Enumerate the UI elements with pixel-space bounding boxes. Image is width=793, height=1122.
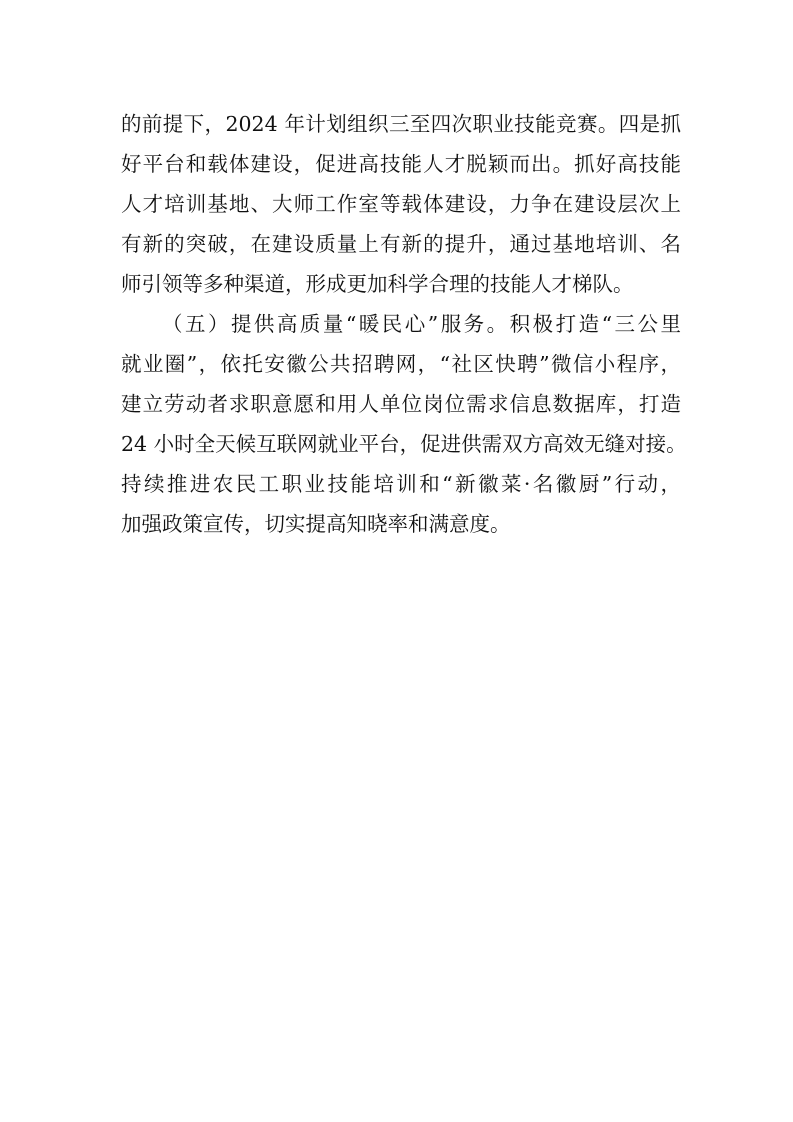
body-text — [121, 104, 687, 544]
paragraph-line: 的前提下，2024 年计划组织三至四次职业技能竞赛。四是抓 — [121, 112, 681, 136]
paragraph-line: 加强政策宣传，切实提高知晓率和满意度。 — [121, 512, 511, 536]
paragraph-line: 24 小时全天候互联网就业平台，促进供需双方高效无缝对接。 — [121, 432, 687, 456]
paragraph-line: 好平台和载体建设，促进高技能人才脱颖而出。抓好高技能 — [121, 152, 681, 176]
paragraph-line: 建立劳动者求职意愿和用人单位岗位需求信息数据库，打造 — [121, 392, 681, 416]
paragraph-line: 有新的突破，在建设质量上有新的提升，通过基地培训、名 — [121, 232, 681, 256]
paragraph-line: 持续推进农民工职业技能培训和“新徽菜·名徽厨”行动， — [121, 472, 681, 496]
paragraph-line: 人才培训基地、大师工作室等载体建设，力争在建设层次上 — [121, 192, 681, 216]
section-heading-line: （五）提供高质量“暖民心”服务。积极打造“三公里 — [162, 312, 681, 336]
paragraph-line: 就业圈”，依托安徽公共招聘网，“社区快聘”微信小程序， — [121, 352, 681, 376]
paragraph-line: 师引领等多种渠道，形成更加科学合理的技能人才梯队。 — [121, 272, 634, 296]
